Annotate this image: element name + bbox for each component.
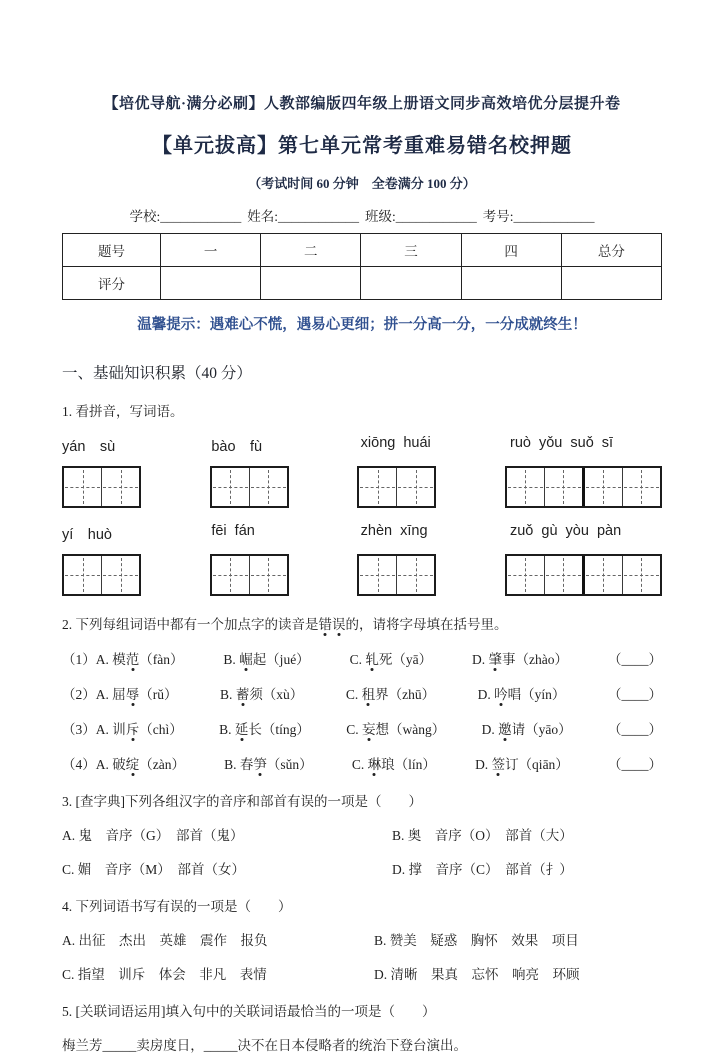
dotted-char: 笋: [253, 757, 267, 772]
writing-grid-cell: [212, 556, 249, 594]
question-4-row-2: [62, 963, 662, 983]
writing-grid-cell: [507, 468, 544, 506]
option-a: [62, 683, 178, 703]
score-empty-cell: [361, 267, 461, 300]
writing-grid-cell: [101, 556, 139, 594]
dotted-char: 错: [318, 617, 332, 632]
option-text: 界（zhū）: [375, 687, 436, 702]
exam-id-label: 考号:: [482, 209, 514, 224]
writing-grid-group: [62, 466, 141, 508]
dotted-char: 辱: [125, 687, 140, 702]
pinyin-row-2: [62, 523, 662, 544]
option-d: [482, 718, 572, 738]
answer-blank: （____）: [607, 722, 662, 737]
pinyin-label: zhèn xīng: [360, 523, 428, 539]
writing-grid-cell: [359, 556, 396, 594]
option-text: （3）A. 训: [62, 722, 126, 737]
question-2-row-2: [62, 683, 662, 703]
question-5-sentence: 梅兰芳_____卖房度日，_____决不在日本侵略者的统治下登台演出。: [62, 1038, 467, 1053]
dotted-char: 延: [234, 722, 249, 737]
writing-grid-cell: [64, 556, 101, 594]
question-4-stem: 4. 下列词语书写有误的一项是（ ）: [62, 899, 292, 914]
writing-grid-cell: [101, 468, 139, 506]
writing-grid-cell: [582, 556, 622, 594]
option-b: [223, 648, 309, 668]
writing-grid-group: [357, 466, 436, 508]
score-empty-cell: [461, 267, 561, 300]
writing-grid-cell: [622, 468, 660, 506]
dotted-char: 误: [332, 617, 346, 632]
dotted-char: 轧: [365, 652, 379, 667]
question-2-stem: [62, 613, 662, 633]
dotted-char: 蓄: [235, 687, 250, 702]
stem-text: 2. 下列每组词语中都有一个加点字的读音是: [62, 617, 319, 632]
option-text: （rǔ）: [139, 687, 178, 702]
option-text: 订（qiān）: [505, 757, 569, 772]
score-header-cell: 题号: [63, 234, 161, 267]
writing-grid-cell: [396, 468, 434, 506]
pinyin-label: xiōng huái: [360, 435, 431, 451]
option-text: 想（wàng）: [375, 722, 446, 737]
score-header-cell: 四: [461, 234, 561, 267]
school-blank: ____________: [160, 209, 242, 224]
student-info-row: [62, 205, 662, 225]
question-2-row-1: [62, 648, 662, 668]
option-d: D. 清晰 果真 忘怀 响亮 环顾: [374, 967, 580, 982]
class-label: 班级:: [365, 209, 396, 224]
encouragement-tip: 温馨提示：遇难心不慌，遇易心更细；拼一分高一分，一分成就终生！: [137, 317, 587, 333]
section-1-heading: 一、基础知识积累（40 分）: [62, 365, 252, 382]
school-label: 学校:: [129, 209, 161, 224]
option-text: D.: [481, 722, 499, 737]
paper-series-title: 【培优导航·满分必刷】人教部编版四年级上册语文同步高效培优分层提升卷: [103, 96, 621, 112]
option-d: [475, 753, 569, 773]
dotted-char: 妄: [362, 722, 376, 737]
dotted-char: 琳: [367, 757, 382, 772]
writing-grid-group: [210, 554, 289, 596]
option-text: 长（tíng）: [248, 722, 310, 737]
dotted-char: 绽: [125, 757, 140, 772]
option-text: 琅（lín）: [381, 757, 436, 772]
writing-grid-cell: [64, 468, 101, 506]
exam-id-field: [483, 205, 595, 225]
option-b: [219, 718, 310, 738]
option-text: D.: [472, 652, 489, 667]
dotted-char: 斥: [125, 722, 140, 737]
question-5-stem: 5. [关联词语运用]填入句中的关联词语最恰当的一项是（ ）: [62, 1004, 436, 1019]
name-label: 姓名:: [247, 209, 278, 224]
option-c: C. 指望 训斥 体会 非凡 表情: [62, 967, 267, 982]
question-3-row-2: [62, 858, 662, 878]
writing-grid-cell: [622, 556, 660, 594]
stem-text: 的，请将字母填在括号里。: [345, 617, 508, 632]
option-text: （sǔn）: [266, 757, 313, 772]
option-text: 唱（yín）: [507, 687, 566, 702]
answer-blank: （____）: [607, 757, 662, 772]
writing-grid-cell: [359, 468, 396, 506]
option-text: B.: [220, 687, 236, 702]
option-text: （4）A. 破: [62, 757, 126, 772]
writing-grid-group: [505, 466, 662, 508]
option-text: C.: [345, 687, 362, 702]
question-2-row-3: [62, 718, 662, 738]
answer-blank: （____）: [607, 687, 662, 702]
option-text: （chì）: [139, 722, 183, 737]
pinyin-label: zuǒ gù yòu pàn: [509, 523, 622, 539]
score-header-cell: 三: [361, 234, 461, 267]
option-a: A. 出征 杰出 英雄 震作 报负: [62, 933, 268, 948]
score-empty-cell: [261, 267, 361, 300]
option-text: 起（jué）: [252, 652, 310, 667]
option-a: [62, 718, 183, 738]
dotted-char: 吟: [494, 687, 508, 702]
pinyin-row-1: [62, 435, 662, 456]
option-text: B.: [219, 722, 235, 737]
exam-time-score-line: （考试时间 60 分钟 全卷满分 100 分）: [248, 176, 476, 191]
option-text: 须（xù）: [249, 687, 304, 702]
score-table: [62, 233, 662, 300]
score-header-cell: 一: [161, 234, 261, 267]
option-text: （zàn）: [139, 757, 185, 772]
score-header-cell: 总分: [561, 234, 661, 267]
school-field: [129, 205, 241, 225]
writing-grid-group: [357, 554, 436, 596]
option-text: B. 春: [224, 757, 254, 772]
option-text: C.: [349, 652, 366, 667]
question-4-row-1: [62, 929, 662, 949]
dotted-char: 范: [125, 652, 140, 667]
option-d: [478, 683, 566, 703]
option-b: B. 奥 音序（O） 部首（大）: [392, 828, 573, 843]
score-table-header-row: [63, 234, 662, 267]
writing-grid-cell: [507, 556, 544, 594]
question-3-row-1: [62, 824, 662, 844]
option-text: B.: [223, 652, 240, 667]
pinyin-label: ruò yǒu suǒ sī: [509, 435, 614, 451]
option-text: （2）A. 屈: [62, 687, 126, 702]
writing-grid-cell: [544, 556, 582, 594]
option-c: [350, 648, 433, 668]
writing-grid-cell: [212, 468, 249, 506]
name-blank: ____________: [278, 209, 359, 224]
option-text: D.: [475, 757, 492, 772]
option-b: [224, 753, 313, 773]
dotted-char: 邀: [498, 722, 512, 737]
option-a: [62, 753, 185, 773]
writing-grid-cell: [249, 468, 287, 506]
option-text: （fàn）: [139, 652, 184, 667]
option-text: 死（yā）: [378, 652, 433, 667]
score-empty-cell: [561, 267, 661, 300]
option-a: A. 鬼 音序（G） 部首（鬼）: [62, 828, 244, 843]
question-3-stem: 3. [查字典]下列各组汉字的音序和部首有误的一项是（ ）: [62, 794, 422, 809]
option-a: [62, 648, 184, 668]
score-table-score-row: [63, 267, 662, 300]
score-empty-cell: [161, 267, 261, 300]
class-field: [365, 205, 477, 225]
dotted-char: 签: [491, 757, 506, 772]
dotted-char: 肇: [488, 652, 503, 667]
writing-grid-group: [210, 466, 289, 508]
option-d: D. 撑 音序（C） 部首（扌）: [392, 862, 573, 877]
option-b: B. 赞美 疑惑 胸怀 效果 项目: [374, 933, 579, 948]
writing-grid-row-2: [62, 554, 662, 596]
exam-id-blank: ____________: [513, 209, 595, 224]
score-row-label-cell: 评分: [63, 267, 161, 300]
dotted-char: 崛: [239, 652, 253, 667]
option-text: C.: [346, 722, 363, 737]
writing-grid-row-1: [62, 466, 662, 508]
writing-grid-group: [505, 554, 662, 596]
option-text: 请（yāo）: [511, 722, 572, 737]
question-2-row-4: [62, 753, 662, 773]
option-text: C.: [351, 757, 368, 772]
pinyin-label: yán sù: [62, 439, 116, 455]
option-b: [220, 683, 303, 703]
pinyin-label: bào fù: [211, 439, 263, 455]
paper-main-title: 【单元拔高】第七单元常考重难易错名校押题: [152, 135, 572, 157]
pinyin-label: yí huò: [62, 527, 112, 543]
option-text: 事（zhào）: [502, 652, 569, 667]
answer-blank: （____）: [607, 652, 662, 667]
question-1-stem: 1. 看拼音，写词语。: [62, 404, 184, 419]
option-text: （1）A. 模: [62, 652, 126, 667]
name-field: [247, 205, 359, 225]
writing-grid-cell: [396, 556, 434, 594]
dotted-char: 租: [361, 687, 376, 702]
writing-grid-cell: [249, 556, 287, 594]
pinyin-label: fēi fán: [211, 523, 255, 539]
score-header-cell: 二: [261, 234, 361, 267]
class-blank: ____________: [395, 209, 477, 224]
option-d: [472, 648, 568, 668]
option-c: [346, 683, 435, 703]
writing-grid-cell: [582, 468, 622, 506]
option-text: D.: [477, 687, 495, 702]
writing-grid-cell: [544, 468, 582, 506]
option-c: C. 媚 音序（M） 部首（女）: [62, 862, 246, 877]
writing-grid-group: [62, 554, 141, 596]
option-c: [352, 753, 436, 773]
option-c: [346, 718, 445, 738]
